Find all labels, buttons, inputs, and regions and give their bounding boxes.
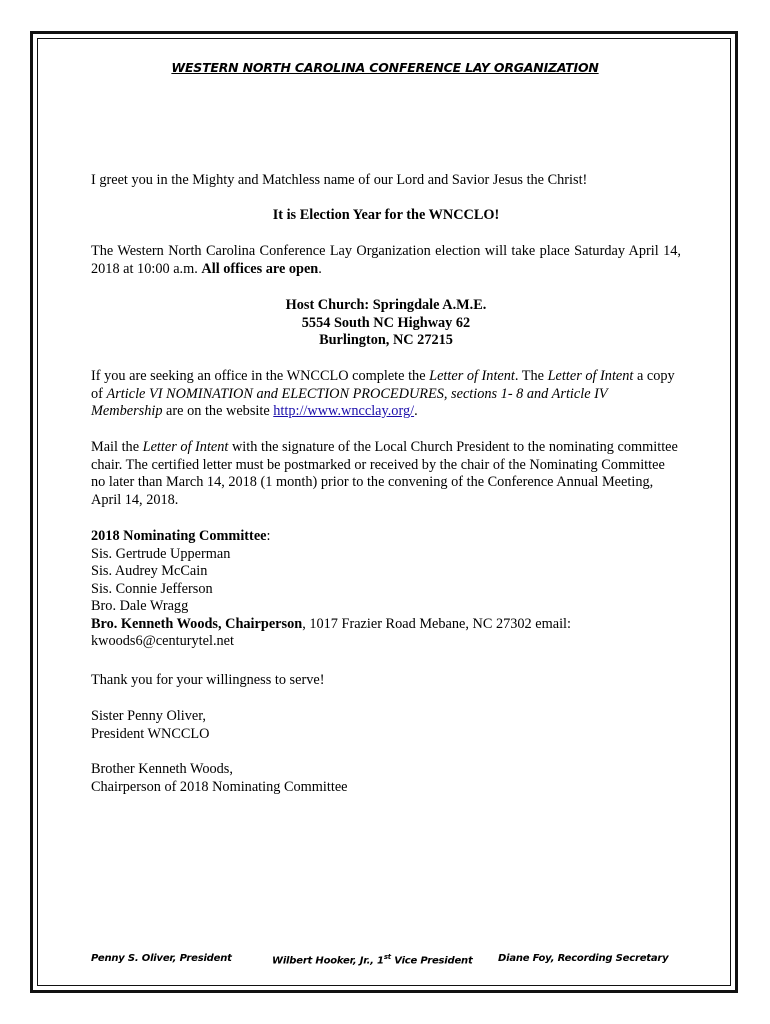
article-reference-italic: Article VI NOMINATION and ELECTION PROCEDURES, sections 1- 8 and Article IV Membership [91, 385, 608, 419]
committee-member: Bro. Dale Wragg [91, 598, 189, 614]
host-church-city: Burlington, NC 27215 [319, 332, 453, 348]
website-link[interactable]: http://www.wncclay.org/ [273, 403, 415, 419]
chair-name: Bro. Kenneth Woods, Chairperson [91, 615, 303, 632]
seeking-text-5: . [414, 403, 418, 419]
mail-text-2: with the signature of the Local Church President to the nominating committee chair. The certified letter must be postmarked or received by the chair of the Nominating Committee no later than March 14, 2018 (1 month) prior to the convening of the Conference Annual Meeting, April 14, 2018. [91, 439, 678, 508]
committee-member: Sis. Connie Jefferson [91, 580, 213, 597]
committee-heading-colon: : [266, 528, 271, 544]
seeking-office-paragraph [91, 368, 681, 421]
greeting-line: I greet you in the Mighty and Matchless name of our Lord and Savior Jesus the Christ! [91, 172, 588, 188]
mail-letter-of-intent-italic: Letter of Intent [142, 439, 229, 455]
letter-of-intent-italic-2: Letter of Intent [547, 368, 634, 384]
signature-president-name: Sister Penny Oliver, [91, 708, 206, 724]
footer-vice-president [272, 953, 473, 966]
election-heading: It is Election Year for the WNCCLO! [272, 207, 500, 223]
host-church-block [91, 297, 681, 350]
election-text: The Western North Carolina Conference Lay Organization election will take place Saturday April 14, 2018 at 10:00 a.m. [91, 243, 681, 277]
letter-of-intent-italic-1: Letter of Intent [429, 368, 515, 384]
committee-heading-text: 2018 Nominating Committee [91, 528, 267, 544]
seeking-text-1: If you are seeking an office in the WNCCLO complete the [91, 368, 430, 384]
thank-you-line: Thank you for your willingness to serve! [91, 672, 325, 688]
signature-president [91, 708, 681, 743]
mail-paragraph [91, 439, 681, 509]
signature-chairperson [91, 761, 681, 796]
election-bold: All offices are open [201, 260, 319, 277]
committee-member: Sis. Audrey McCain [91, 563, 208, 579]
signature-president-title: President WNCCLO [91, 725, 210, 742]
organization-header: WESTERN NORTH CAROLINA CONFERENCE LAY ORGANIZATION [171, 60, 599, 75]
seeking-text-3: a copy of [91, 368, 675, 402]
seeking-text-2: . The [514, 368, 548, 384]
seeking-text-4: are on the website [162, 403, 274, 419]
host-church-name: Host Church: Springdale A.M.E. [285, 297, 487, 313]
footer-vp-sup: st [383, 953, 391, 961]
committee-member: Sis. Gertrude Upperman [91, 545, 231, 562]
footer-recording-secretary: Diane Foy, Recording Secretary [498, 953, 669, 964]
footer-vp-title: Vice President [390, 955, 473, 967]
signature-chair-name: Brother Kenneth Woods, [91, 761, 233, 777]
nominating-committee-block [91, 528, 681, 651]
election-paragraph [91, 243, 681, 278]
host-church-street: 5554 South NC Highway 62 [301, 314, 471, 331]
committee-chair [91, 616, 681, 651]
chair-details: , 1017 Frazier Road Mebane, NC 27302 email: kwoods6@centurytel.net [91, 615, 571, 649]
committee-heading [91, 528, 681, 546]
election-end: . [318, 260, 322, 277]
footer-vp-name: Wilbert Hooker, Jr., 1 [272, 955, 384, 967]
mail-text-1: Mail the [91, 439, 143, 455]
footer-president: Penny S. Oliver, President [91, 953, 232, 964]
signature-chair-title: Chairperson of 2018 Nominating Committee [91, 778, 348, 795]
